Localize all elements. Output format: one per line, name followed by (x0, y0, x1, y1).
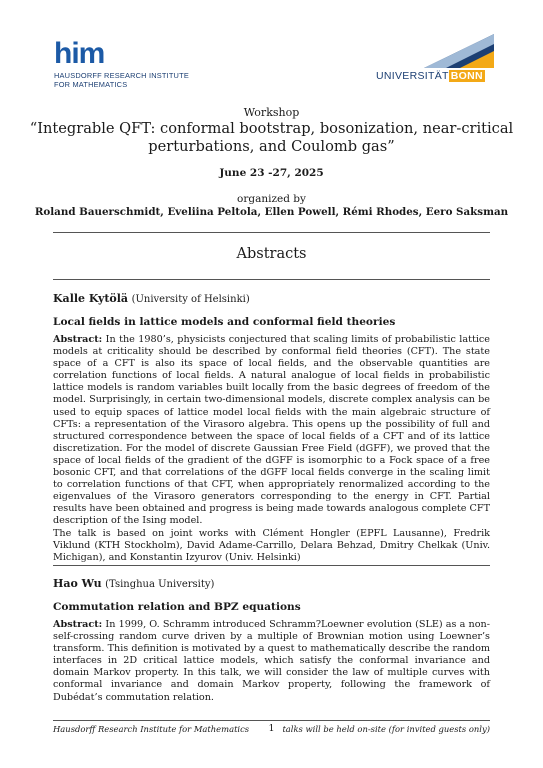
bonn-logo-text (376, 70, 494, 82)
abstract-text: In the 1980’s, physicists conjectured that scaling limits of probabilistic lattice models at criticality should be described by conformal field theories (CFT). The state space of a CFT is also its space of local fields, and the observable quantities are correlation functions of local fields. A natural analogue of local fields in probabilistic lattice models is random variables built locally from the basic degrees of freedom of the model. Surprisingly, in certain two-dimensional models, discrete complex analysis can be used to equip spaces of lattice model local fields with the main algebraic structure of CFTs: a representation of the Virasoro algebra. This opens up the possibility of full and structured correspondence between the space of local fields of a CFT and of its lattice discretization. For the model of discrete Gaussian Free Field (dGFF), we proved that the space of local fields of the gradient of the dGFF is isomorphic to a Fock space of a free bosonic CFT, and that correlations of the dGFF local fields converge in the scaling limit to correlation functions of that CFT, when appropriately renormalized according to the eigenvalues of the Virasoro generators corresponding to the energy in CFT. Partial results have been obtained and progress is being made towards analogous complete CFT description of the Ising model. (53, 334, 490, 527)
uni-bonn-logo (376, 34, 494, 84)
speaker-1 (53, 292, 250, 305)
workshop-title-line1: “Integrable QFT: conformal bootstrap, bosonization, near-critical (29, 120, 514, 137)
divider (53, 279, 490, 280)
bonn-bonn: BONN (450, 70, 483, 82)
footer-rule (53, 720, 490, 721)
abstract-text: In 1999, O. Schramm introduced Schramm?Loewner evolution (SLE) as a non-self-crossing random curve driven by a multiple of Brownian motion using Loewner’s transform. This definition is motivated by a quest to mathematically describe the random interfaces in 2D critical lattice models, which satisfy the conformal invariance and domain Markov property. In this talk, we will consider the law of multiple curves with conformal invariance and domain Markov property, following the framework of Dubédat’s commutation relation. (53, 619, 490, 703)
section-heading: Abstracts (236, 246, 307, 262)
footer-left: Hausdorff Research Institute for Mathematics (53, 724, 250, 734)
speaker-name: Hao Wu (53, 577, 102, 590)
speaker-2 (53, 577, 214, 590)
speaker-name: Kalle Kytölä (53, 292, 129, 305)
workshop-label: Workshop (243, 106, 300, 119)
abstract-label: Abstract: (53, 619, 103, 630)
page-number: 1 (268, 723, 275, 734)
speaker-affiliation: (Tsinghua University) (105, 579, 215, 590)
divider (53, 232, 490, 233)
footer-right: talks will be held on-site (for invited guests only) (282, 724, 490, 734)
him-logo-line2: FOR MATHEMATICS (54, 80, 128, 89)
abstract-body-1 (53, 334, 490, 564)
organized-by-label: organized by (237, 193, 306, 205)
bonn-logo-graphic (376, 34, 494, 70)
him-logo-word: him (54, 37, 105, 70)
workshop-dates: June 23 -27, 2025 (219, 167, 324, 179)
him-logo-line1: HAUSDORFF RESEARCH INSTITUTE (54, 71, 189, 80)
speaker-affiliation: (University of Helsinki) (131, 294, 250, 305)
workshop-title-line2: perturbations, and Coulomb gas” (148, 138, 395, 155)
talk-title-1: Local fields in lattice models and conformal field theories (53, 316, 396, 328)
bonn-universitaet: UNIVERSITÄT (376, 70, 449, 82)
talk-title-2: Commutation relation and BPZ equations (53, 601, 301, 613)
abstract-label: Abstract: (53, 334, 103, 345)
divider (53, 565, 490, 566)
workshop-title (0, 120, 543, 156)
abstract-extra: The talk is based on joint works with Clément Hongler (EPFL Lausanne), Fredrik Viklund (KTH Stockholm), David Adame-Carrillo, Delara Behzad, Dmitry Chelkak (Univ. Michigan), and Konstantin Izyurov (Univ. Helsinki) (53, 527, 490, 563)
organizers: Roland Bauerschmidt, Eveliina Peltola, Ellen Powell, Rémi Rhodes, Eero Saksman (34, 206, 509, 218)
him-logo (54, 37, 189, 89)
abstract-body-2 (53, 619, 490, 704)
